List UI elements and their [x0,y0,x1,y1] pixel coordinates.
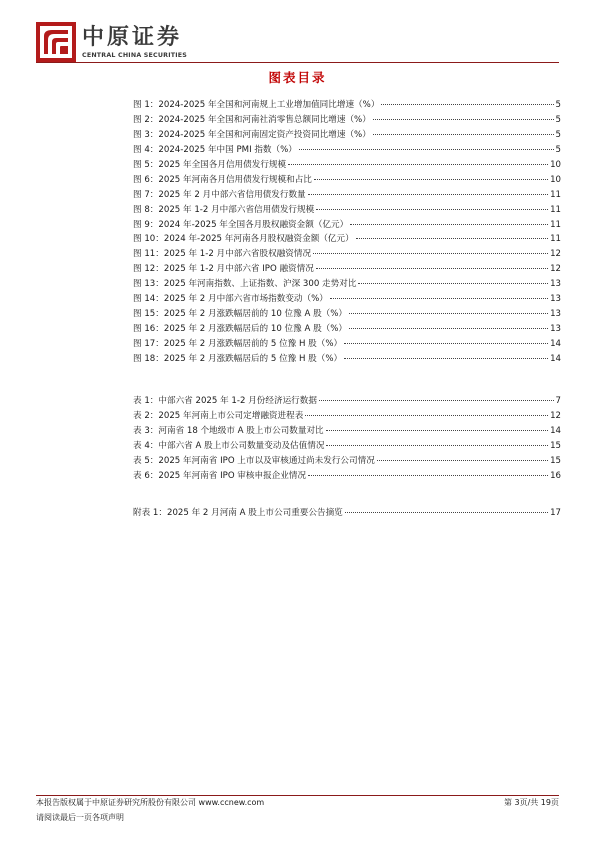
table-entry-page: 7 [555,396,561,406]
figure-entry[interactable] [133,307,561,322]
dot-leader [358,283,548,284]
figure-entry-page: 5 [555,129,561,140]
figure-entry[interactable] [133,158,561,173]
figure-entry-label: 图 11：2025 年 1-2 月中部六省股权融资情况 [133,249,312,260]
appendix-entry-label: 附表 1：2025 年 2 月河南 A 股上市公司重要公告摘览 [133,508,343,518]
figure-entry[interactable] [133,337,561,352]
dot-leader [319,400,554,401]
figure-entry-label: 图 16：2025 年 2 月涨跌幅居后的 10 位豫 A 股（%） [133,324,348,335]
footer-divider [36,795,559,796]
figure-entry-page: 5 [555,114,561,125]
figure-entry[interactable] [133,352,561,367]
figure-entry[interactable] [133,143,561,158]
figure-entry-page: 14 [550,339,561,349]
dot-leader [373,119,554,120]
footer-disclaimer: 请阅读最后一页各项声明 [36,813,124,822]
figure-entry[interactable] [133,322,561,337]
dot-leader [316,209,548,210]
figure-entry-page: 11 [550,189,561,200]
table-entry[interactable] [133,469,561,484]
figure-entry-label: 图 15：2025 年 2 月涨跌幅居前的 10 位豫 A 股（%） [133,309,348,320]
appendix-list [133,506,561,521]
dot-leader [356,238,548,239]
dot-leader [344,343,548,344]
dot-leader [288,164,548,165]
table-entry-label: 表 1：中部六省 2025 年 1-2 月份经济运行数据 [133,396,317,406]
dot-leader [349,328,548,329]
table-entry-label: 表 3：河南省 18 个地级市 A 股上市公司数量对比 [133,425,324,436]
figure-entry-page: 5 [555,100,561,110]
figure-entry-page: 11 [550,234,561,245]
table-entry-page: 15 [550,440,561,451]
figure-entry[interactable] [133,128,561,143]
figure-entry-label: 图 18：2025 年 2 月涨跌幅居后的 5 位豫 H 股（%） [133,353,343,364]
figure-entry-label: 图 10：2024 年-2025 年河南各月股权融资金额（亿元） [133,234,354,245]
logo-chinese-name: 中原证券 [82,24,183,50]
figure-entry[interactable] [133,262,561,277]
figure-entry-label: 图 2：2024-2025 年全国和河南社消零售总额同比增速（%） [133,114,371,125]
dot-leader [350,224,548,225]
dot-leader [330,298,548,299]
figure-entry[interactable] [133,218,561,233]
figure-entry-page: 5 [555,144,561,155]
table-entry[interactable] [133,454,561,469]
company-logo [36,22,187,62]
dot-leader [316,268,548,269]
dot-leader [349,313,548,314]
appendix-entry-page: 17 [550,508,561,518]
figure-entry-label: 图 3：2024-2025 年全国和河南固定资产投资同比增速（%） [133,129,371,140]
figure-entry[interactable] [133,292,561,307]
dot-leader [326,430,548,431]
dot-leader [381,104,553,105]
figure-entry[interactable] [133,188,561,203]
dot-leader [326,445,548,446]
company-logo-icon [36,22,76,62]
figure-entry[interactable] [133,113,561,128]
table-entry-label: 表 2：2025 年河南上市公司定增融资进程表 [133,410,304,421]
figure-entry-page: 11 [550,204,561,215]
figure-entry-page: 10 [550,159,561,170]
dot-leader [344,358,548,359]
figure-entry[interactable] [133,247,561,262]
figure-entry[interactable] [133,203,561,218]
table-entry-page: 15 [550,455,561,466]
figure-entry-page: 13 [550,294,561,305]
figure-entry-page: 11 [550,219,561,230]
table-entry-page: 14 [550,425,561,436]
page-title: 图表目录 [268,70,327,85]
table-entry[interactable] [133,409,561,424]
table-entry[interactable] [133,394,561,409]
figure-entry-page: 10 [550,174,561,185]
figure-entry[interactable] [133,232,561,247]
figure-entry-page: 13 [550,309,561,320]
figure-entry-page: 13 [550,279,561,290]
figure-entry[interactable] [133,173,561,188]
dot-leader [373,134,554,135]
dot-leader [308,194,548,195]
dot-leader [345,512,548,513]
header-divider [36,62,559,63]
table-entry-label: 表 4：中部六省 A 股上市公司数量变动及估值情况 [133,440,325,451]
table-entry-label: 表 5：2025 年河南省 IPO 上市以及审核通过尚未发行公司情况 [133,455,375,466]
figure-entry-label: 图 9：2024 年-2025 年全国各月股权融资金额（亿元） [133,219,349,230]
appendix-entry[interactable] [133,506,561,521]
figure-entry-label: 图 13：2025 年河南指数、上证指数、沪深 300 走势对比 [133,279,357,290]
figure-entry-page: 13 [550,324,561,335]
figure-entry-label: 图 5：2025 年全国各月信用债发行规模 [133,159,287,170]
figure-entry[interactable] [133,277,561,292]
dot-leader [305,415,548,416]
figure-entry-label: 图 8：2025 年 1-2 月中部六省信用债发行规模 [133,204,315,215]
table-entry[interactable] [133,424,561,439]
figure-entry-page: 14 [550,353,561,364]
footer-page-number: 第 3页/共 19页 [503,798,559,807]
footer-copyright: 本报告版权属于中原证券研究所股份有限公司 www.ccnew.com [36,798,265,807]
dot-leader [314,179,548,180]
table-entry-page: 12 [550,410,561,421]
figure-entry-label: 图 1：2024-2025 年全国和河南规上工业增加值同比增速（%） [133,100,380,110]
figure-entry-label: 图 6：2025 年河南各月信用债发行规模和占比 [133,174,312,185]
figure-entry-page: 12 [550,264,561,275]
figure-entry-page: 12 [550,249,561,260]
figure-list [133,98,561,367]
dot-leader [308,475,548,476]
figure-entry-label: 图 7：2025 年 2 月中部六省信用债发行数量 [133,189,306,200]
figure-entry[interactable] [133,98,561,113]
dot-leader [377,460,548,461]
figure-entry-label: 图 17：2025 年 2 月涨跌幅居前的 5 位豫 H 股（%） [133,339,343,349]
table-list [133,394,561,484]
table-entry[interactable] [133,439,561,454]
logo-english-name: CENTRAL CHINA SECURITIES [82,51,188,59]
table-entry-page: 16 [550,470,561,481]
dot-leader [313,253,548,254]
figure-entry-label: 图 14：2025 年 2 月中部六省市场指数变动（%） [133,294,328,305]
figure-entry-label: 图 12：2025 年 1-2 月中部六省 IPO 融资情况 [133,264,314,275]
figure-entry-label: 图 4：2024-2025 年中国 PMI 指数（%） [133,144,297,155]
dot-leader [299,149,554,150]
table-entry-label: 表 6：2025 年河南省 IPO 审核申报企业情况 [133,470,307,481]
